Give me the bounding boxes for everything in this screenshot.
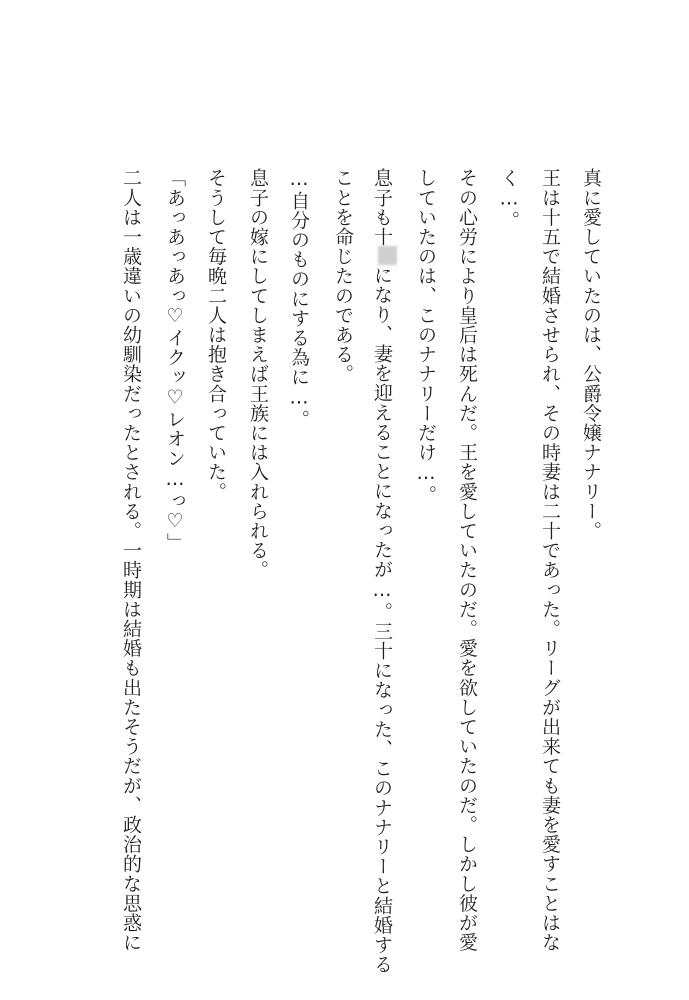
text-line-11: 「あっあっあっ♡イクッ♡レオン…っ♡」 (164, 168, 186, 553)
text-line-12: 二人は一歳違いの幼馴染だったとされる。一時期は結婚も出たそうだが、政治的な思惑に (120, 168, 142, 952)
text-line-7: ことを命じたのである。 (332, 168, 354, 384)
text-line-5: していたのは、このナナリーだけ…。 (415, 168, 437, 505)
text-line-8: …自分のものにする為に…。 (288, 168, 310, 429)
text-line-6a: 息子も十 (371, 168, 393, 247)
text-line-4: その心労により皇后は死んだ。王を愛していたのだ。愛を欲していたのだ。しかし彼が愛 (456, 168, 478, 952)
text-line-1: 真に愛していたのは、公爵令嬢ナナリー。 (580, 168, 602, 541)
text-line-2: 王は十五で結婚させられ、その時妻は二十であった。リーグが出来ても妻を愛すことはな (539, 168, 561, 952)
censored-blur (378, 246, 397, 265)
text-line-3: く…。 (498, 168, 520, 230)
text-line-10: そうして毎晩二人は抱き合っていた。 (205, 168, 227, 502)
text-line-6 (371, 168, 397, 974)
text-line-9: 息子の嫁にしてしまえば王族には入れられる。 (247, 168, 269, 580)
text-line-6b: になり、妻を迎えることになったが…。三十になった、このナナリーと結婚する (371, 265, 393, 975)
